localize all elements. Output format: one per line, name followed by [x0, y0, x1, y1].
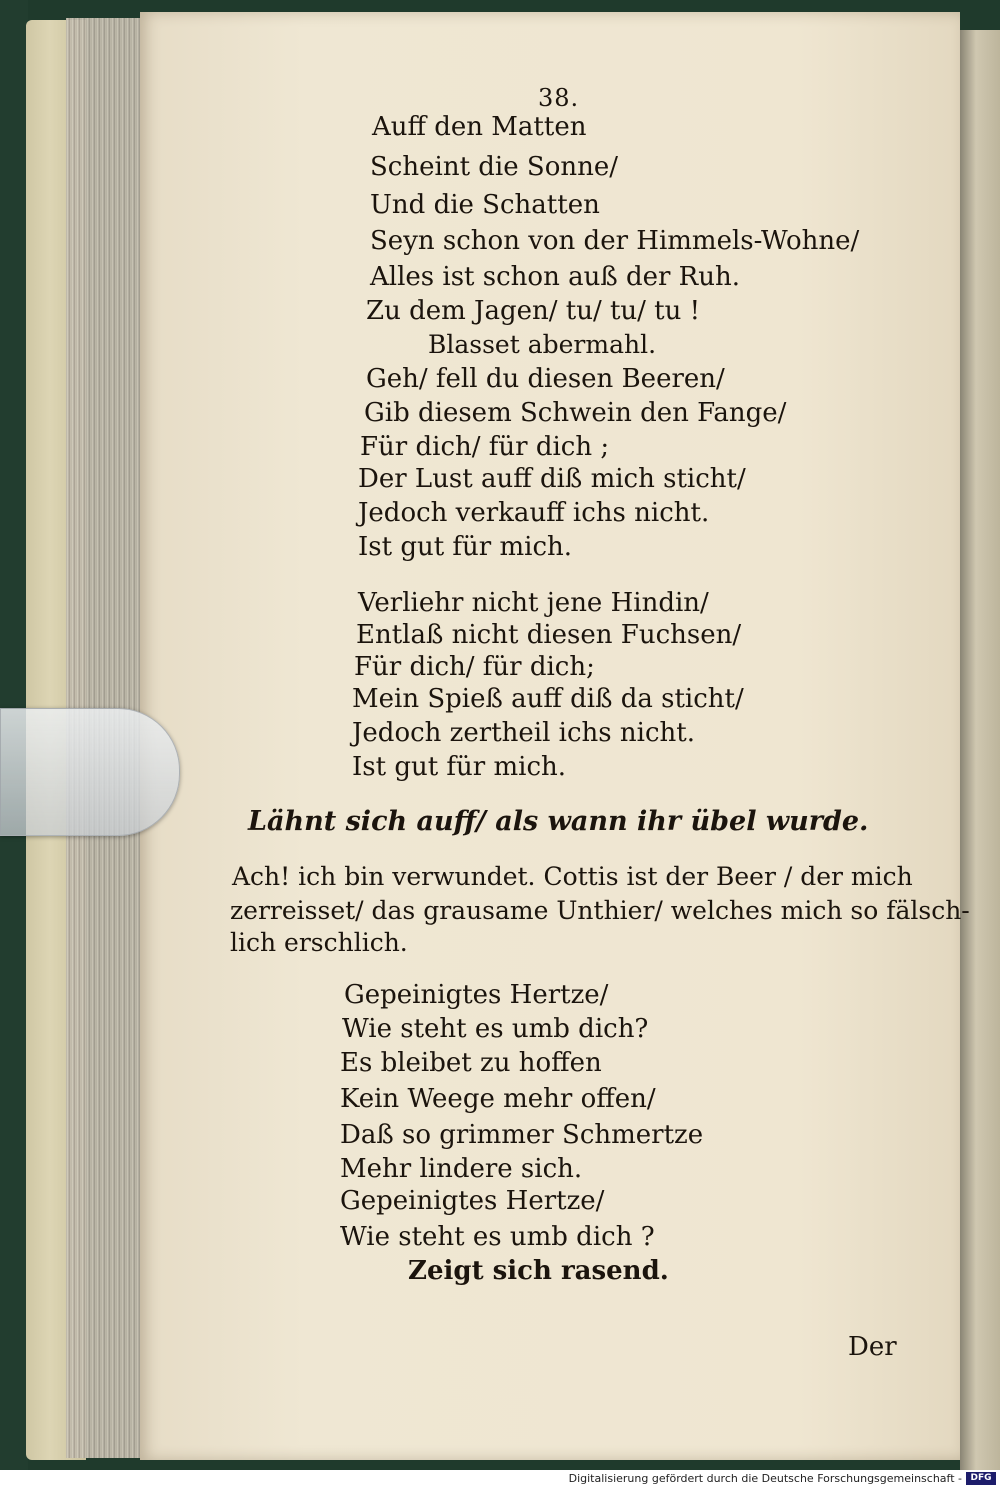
- verse-line: Seyn schon von der Himmels-Wohne/: [370, 226, 860, 256]
- verse-line: Gepeinigtes Hertze/: [344, 980, 609, 1010]
- verse-line: Jedoch verkauff ichs nicht.: [358, 498, 710, 528]
- verse-line: Verliehr nicht jene Hindin/: [358, 588, 709, 618]
- verse-line: Jedoch zertheil ichs nicht.: [352, 718, 695, 748]
- verse-line: Gepeinigtes Hertze/: [340, 1186, 605, 1216]
- footer-credit: Digitalisierung gefördert durch die Deutsche Forschungsgemeinschaft -: [568, 1472, 962, 1485]
- verse-line: Kein Weege mehr offen/: [340, 1084, 656, 1114]
- verse-line: Daß so grimmer Schmertze: [340, 1120, 704, 1150]
- verse-line: Gib diesem Schwein den Fange/: [364, 398, 787, 428]
- verse-line: Mein Spieß auff diß da sticht/: [352, 684, 744, 714]
- verse-line: Ist gut für mich.: [358, 532, 573, 562]
- verse-line: Scheint die Sonne/: [370, 152, 618, 182]
- verse-line: Auff den Matten: [372, 112, 587, 142]
- verse-line: Mehr lindere sich.: [340, 1154, 583, 1184]
- verse-line: Ist gut für mich.: [352, 752, 567, 782]
- verse-line: Zu dem Jagen/ tu/ tu/ tu !: [366, 296, 701, 326]
- verse-line: Für dich/ für dich;: [354, 652, 595, 682]
- dfg-logo: DFG: [966, 1472, 996, 1485]
- verse-line: Der Lust auff diß mich sticht/: [358, 464, 746, 494]
- verse-line: Und die Schatten: [370, 190, 600, 220]
- verse-line: Entlaß nicht diesen Fuchsen/: [356, 620, 742, 650]
- page-clip: [0, 708, 180, 836]
- stage-direction: Lähnt sich auff/ als wann ihr übel wurde.: [248, 806, 869, 837]
- verse-line: Geh/ fell du diesen Beeren/: [366, 364, 725, 394]
- verse-line: Es bleibet zu hoffen: [340, 1048, 602, 1078]
- digitization-footer: [0, 1470, 1000, 1488]
- facing-page-edge: [960, 30, 1000, 1470]
- stage-direction: Zeigt sich rasend.: [408, 1256, 669, 1286]
- verse-line: Wie steht es umb dich ?: [340, 1222, 655, 1252]
- catchword: Der: [848, 1332, 897, 1362]
- prose-line: zerreisset/ das grausame Unthier/ welches mich so fälsch-: [230, 896, 970, 925]
- stage-direction: Blasset abermahl.: [428, 330, 657, 359]
- verse-line: Wie steht es umb dich?: [342, 1014, 649, 1044]
- verse-line: Für dich/ für dich ;: [360, 432, 610, 462]
- prose-line: Ach! ich bin verwundet. Cottis ist der Beer / der mich: [232, 862, 913, 891]
- verse-line: Alles ist schon auß der Ruh.: [370, 262, 741, 292]
- prose-line: lich erschlich.: [230, 928, 408, 957]
- page-number: 38.: [538, 84, 580, 112]
